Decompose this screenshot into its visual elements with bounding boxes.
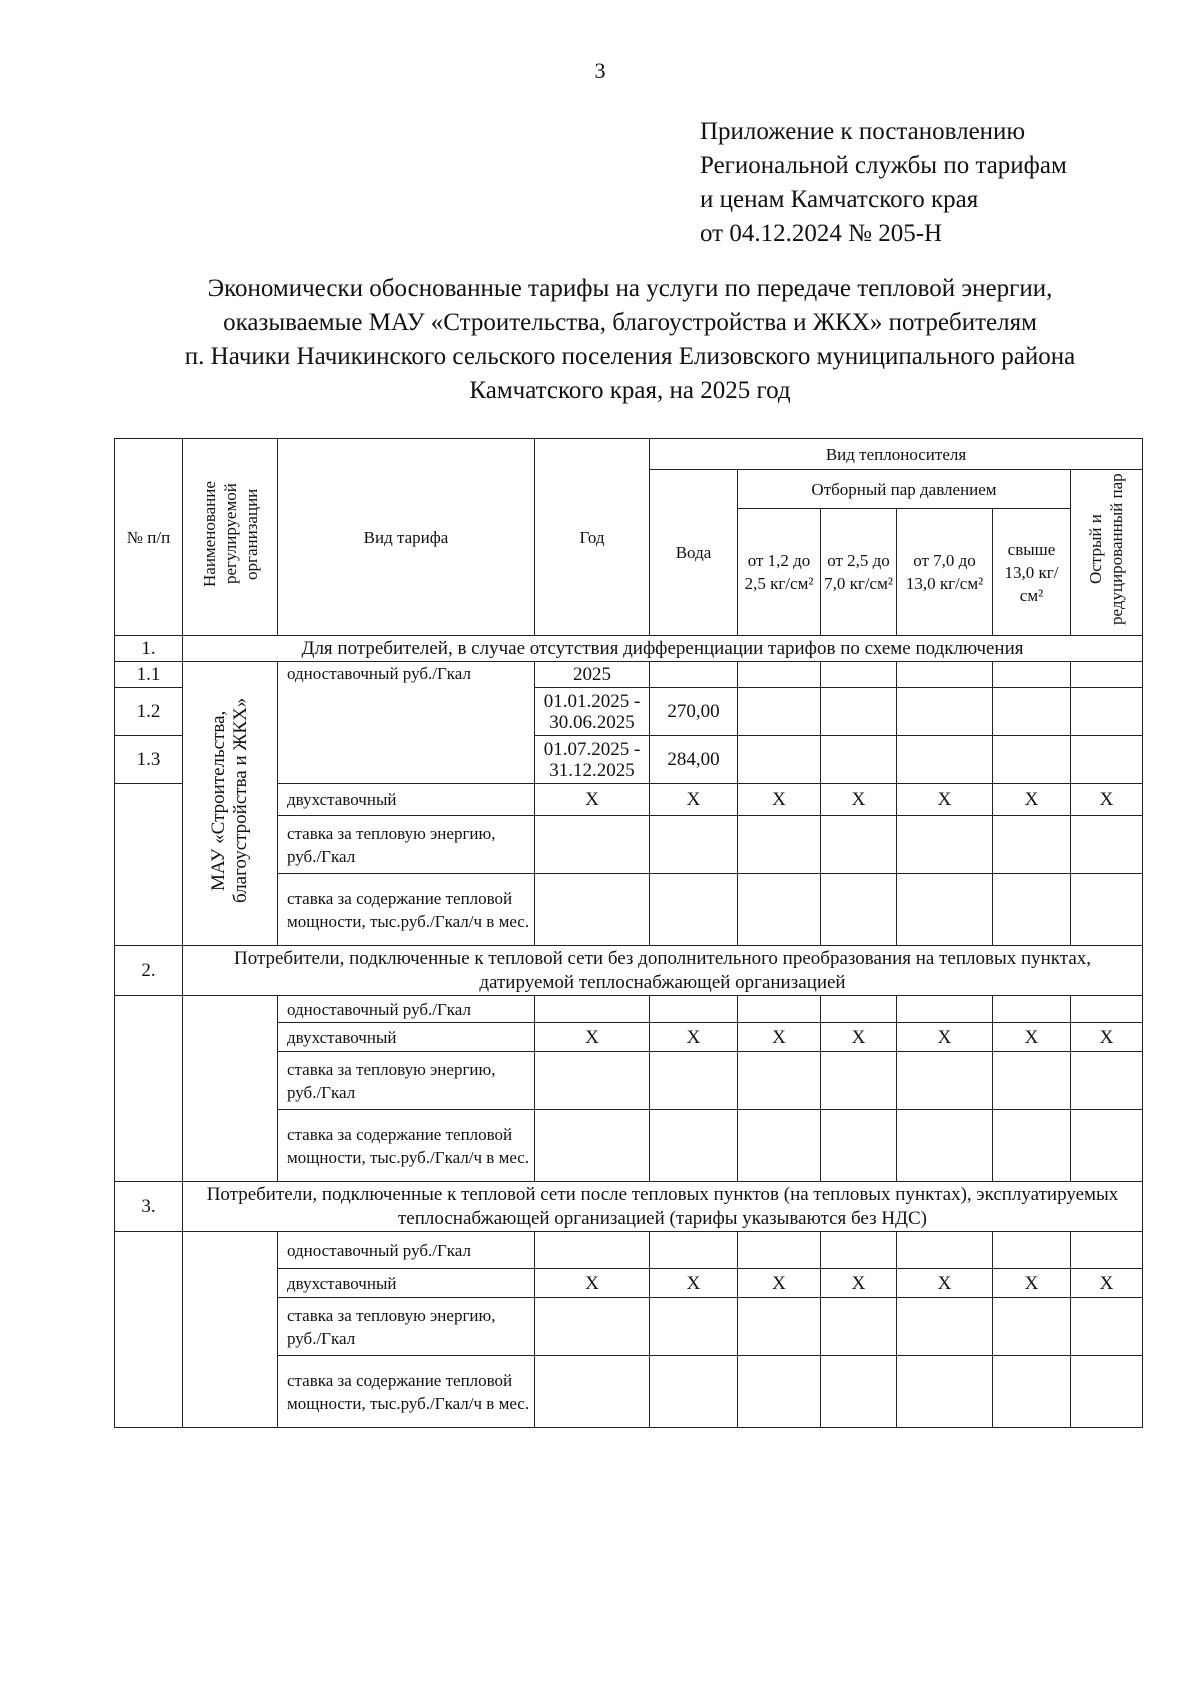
empty-cell [738,662,821,688]
empty-cell [650,1052,738,1110]
empty-cell [535,1052,650,1110]
page-number: 3 [594,58,606,83]
capacity-rate-label: ставка за содержание тепловой мощности, тыс.руб./Гкал/ч в мес. [278,1110,535,1182]
section-row [115,1182,1143,1232]
empty-cell [535,1232,650,1269]
header-year: Год [535,439,650,636]
empty-cell [993,662,1071,688]
empty-cell [897,1052,993,1110]
empty-cell [897,688,993,736]
two-rate-label: двухставочный [278,1023,535,1052]
empty-cell [650,996,738,1023]
empty-cell [897,1110,993,1182]
header-water: Вода [650,470,738,636]
two-rate-label: двухставочный [278,784,535,816]
empty-cell [993,1110,1071,1182]
x-mark: X [821,784,897,816]
empty-cell [993,1298,1071,1356]
year-cell: 01.07.2025 - 31.12.2025 [535,736,650,784]
header-tariff-type: Вид тарифа [278,439,535,636]
x-mark: X [993,784,1071,816]
empty-cell [535,996,650,1023]
empty-cell [993,996,1071,1023]
empty-cell [738,736,821,784]
empty-cell [1071,1232,1143,1269]
header-pressure-4: свыше 13,0 кг/см² [993,509,1071,636]
empty-cell [738,1298,821,1356]
x-mark: X [821,1269,897,1298]
empty-cell [115,1232,183,1428]
row-num: 1.3 [115,736,183,784]
row-num: 1.1 [115,662,183,688]
water-value: 284,00 [650,736,738,784]
empty-cell [897,816,993,874]
x-mark: X [993,1269,1071,1298]
x-mark: X [738,1023,821,1052]
empty-cell [897,1298,993,1356]
empty-cell [650,874,738,946]
empty-cell [1071,816,1143,874]
empty-cell [115,784,183,946]
empty-cell [821,1110,897,1182]
section-title: Для потребителей, в случае отсутствия дифференциации тарифов по схеме подключения [183,636,1143,662]
empty-cell [821,1232,897,1269]
water-value: 270,00 [650,688,738,736]
section-row [115,946,1143,996]
year-cell: 01.01.2025 - 30.06.2025 [535,688,650,736]
empty-cell [738,816,821,874]
header-org [183,439,278,636]
energy-rate-label: ставка за тепловую энергию, руб./Гкал [278,1052,535,1110]
title-line: п. Начики Начикинского сельского поселения Елизовского муниципального района [184,343,1076,370]
empty-cell [1071,1110,1143,1182]
appendix-line: от 04.12.2024 № 205-Н [700,220,943,247]
x-mark: X [897,1023,993,1052]
header-pressure-1: от 1,2 до 2,5 кг/см² [738,509,821,636]
empty-cell [821,688,897,736]
x-mark: X [897,784,993,816]
empty-cell [535,1298,650,1356]
appendix-line: и ценам Камчатского края [700,186,979,213]
header-sharp-steam-text: Острый и редуцированный пар [1085,473,1126,626]
empty-cell [1071,1298,1143,1356]
x-mark: X [821,1023,897,1052]
title-line: оказываемые МАУ «Строительства, благоустройства и ЖКХ» потребителям [223,309,1037,336]
x-mark: X [535,784,650,816]
empty-cell [993,1356,1071,1428]
table-row [115,996,1143,1023]
x-mark: X [650,1023,738,1052]
empty-cell [738,1232,821,1269]
empty-cell [821,874,897,946]
year-cell: 2025 [535,662,650,688]
section-title: Потребители, подключенные к тепловой сети после тепловых пунктов (на тепловых пунктах), эксплуатируемых теплоснабжающей организацией (тарифы указываются без НДС) [183,1182,1143,1232]
empty-cell [1071,996,1143,1023]
title-line: Камчатского края, на 2025 год [469,377,791,404]
section-num: 2. [115,946,183,996]
empty-cell [821,1298,897,1356]
empty-cell [738,688,821,736]
two-rate-label: двухставочный [278,1269,535,1298]
header-num: № п/п [115,439,183,636]
empty-cell [1071,874,1143,946]
x-mark: X [993,1023,1071,1052]
empty-cell [650,1298,738,1356]
table-row [115,1232,1143,1269]
capacity-rate-label: ставка за содержание тепловой мощности, тыс.руб./Гкал/ч в мес. [278,874,535,946]
empty-cell [650,1110,738,1182]
empty-cell [738,1052,821,1110]
empty-cell [738,1356,821,1428]
empty-cell [1071,1356,1143,1428]
empty-cell [821,736,897,784]
x-mark: X [650,1269,738,1298]
empty-cell [821,1052,897,1110]
empty-cell [993,816,1071,874]
empty-cell [535,816,650,874]
capacity-rate-label: ставка за содержание тепловой мощности, тыс.руб./Гкал/ч в мес. [278,1356,535,1428]
x-mark: X [650,784,738,816]
header-pressure-2: от 2,5 до 7,0 кг/см² [821,509,897,636]
header-carrier: Вид теплоносителя [650,439,1143,470]
header-sharp-steam [1071,470,1143,636]
empty-cell [183,996,278,1182]
empty-cell [897,874,993,946]
x-mark: X [1071,1269,1143,1298]
empty-cell [897,1356,993,1428]
single-rate-label: одноставочный руб./Гкал [278,662,535,784]
appendix-reference [700,115,1067,251]
section-row [115,636,1143,662]
single-rate-label: одноставочный руб./Гкал [278,1232,535,1269]
header-selected-steam: Отборный пар давлением [738,470,1071,509]
empty-cell [1071,1052,1143,1110]
tariff-table [114,438,1143,1428]
x-mark: X [1071,784,1143,816]
empty-cell [993,874,1071,946]
single-rate-label: одноставочный руб./Гкал [278,996,535,1023]
energy-rate-label: ставка за тепловую энергию, руб./Гкал [278,816,535,874]
empty-cell [650,1356,738,1428]
x-mark: X [897,1269,993,1298]
header-row [115,439,1143,470]
empty-cell [650,816,738,874]
appendix-line: Региональной службы по тарифам [700,152,1067,179]
empty-cell [1071,736,1143,784]
x-mark: X [535,1269,650,1298]
water-value [650,662,738,688]
empty-cell [1071,662,1143,688]
empty-cell [738,996,821,1023]
empty-cell [738,874,821,946]
empty-cell [821,1356,897,1428]
org-name-cell [183,662,278,946]
empty-cell [897,736,993,784]
header-pressure-3: от 7,0 до 13,0 кг/см² [897,509,993,636]
empty-cell [897,1232,993,1269]
x-mark: X [1071,1023,1143,1052]
title-line: Экономически обоснованные тарифы на услуги по передаче тепловой энергии, [207,275,1053,302]
document-title [60,272,1200,408]
table-row [115,662,1143,688]
section-num: 3. [115,1182,183,1232]
empty-cell [738,1110,821,1182]
empty-cell [993,1232,1071,1269]
empty-cell [535,874,650,946]
row-num: 1.2 [115,688,183,736]
empty-cell [821,662,897,688]
empty-cell [115,996,183,1182]
empty-cell [1071,688,1143,736]
empty-cell [183,1232,278,1428]
org-name: МАУ «Строительства, благоустройства и ЖКХ» [208,697,251,904]
empty-cell [993,1052,1071,1110]
empty-cell [535,1110,650,1182]
header-org-text: Наименование регулируемой организации [199,481,261,587]
x-mark: X [535,1023,650,1052]
x-mark: X [738,784,821,816]
section-title: Потребители, подключенные к тепловой сети без дополнительного преобразования на тепловых пунктах, датируемой теплоснабжающей организацией [183,946,1143,996]
section-num: 1. [115,636,183,662]
empty-cell [993,736,1071,784]
empty-cell [897,662,993,688]
empty-cell [535,1356,650,1428]
appendix-line: Приложение к постановлению [700,118,1026,145]
empty-cell [821,816,897,874]
energy-rate-label: ставка за тепловую энергию, руб./Гкал [278,1298,535,1356]
empty-cell [897,996,993,1023]
empty-cell [650,1232,738,1269]
empty-cell [993,688,1071,736]
empty-cell [821,996,897,1023]
x-mark: X [738,1269,821,1298]
